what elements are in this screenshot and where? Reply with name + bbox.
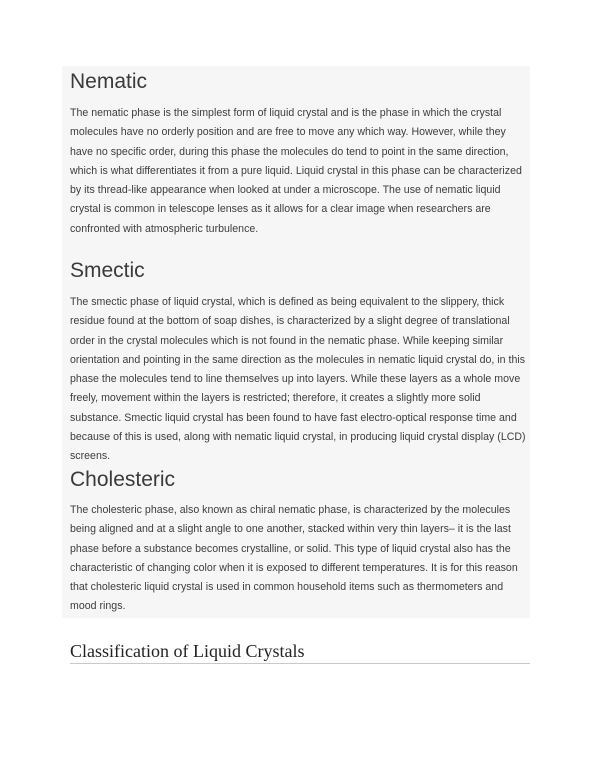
smectic-paragraph: The smectic phase of liquid crystal, which is defined as being equivalent to the slippery, thick residue found at the bottom of soap dishes, is characterized by a slight degree of translational order in the crystal molecules which is not found in the nematic phase. While keeping similar orientation and pointing in the same direction as the molecules in nematic liquid crystal do, in this phase the molecules tend to line themselves up into layers. While these layers as a whole move freely, movement within the layers is restricted; therefore, it creates a slightly more solid substance. Smectic liquid crystal has been found to have fast electro-optical response time and because of this is used, along with nematic liquid crystal, in producing liquid crystal display (LCD) screens. bbox=[70, 296, 526, 463]
smectic-heading: Smectic bbox=[70, 259, 145, 282]
cholesteric-heading: Cholesteric bbox=[70, 468, 176, 491]
nematic-heading: Nematic bbox=[70, 70, 148, 93]
classification-heading: Classification of Liquid Crystals bbox=[70, 641, 305, 661]
heading-divider bbox=[70, 663, 530, 664]
nematic-paragraph: The nematic phase is the simplest form of liquid crystal and is the phase in which the crystal molecules have no orderly position and are free to move any which way. However, while they have no specific order, during this phase the molecules do tend to point in the same direction, which is what differentiates it from a pure liquid. Liquid crystal in this phase can be characterized by its thread-like appearance when looked at under a microscope. The use of nematic liquid crystal is common in telescope lenses as it allows for a clear image when researchers are confronted with atmospheric turbulence. bbox=[70, 107, 522, 235]
cholesteric-paragraph: The cholesteric phase, also known as chiral nematic phase, is characterized by the molecules being aligned and at a slight angle to one another, stacked within very thin layers– it is the last phase before a substance becomes crystalline, or solid. This type of liquid crystal also has the characteristic of changing color when it is exposed to different temperatures. It is for this reason that cholesteric liquid crystal is used in common household items such as thermometers and mood rings. bbox=[70, 504, 518, 613]
